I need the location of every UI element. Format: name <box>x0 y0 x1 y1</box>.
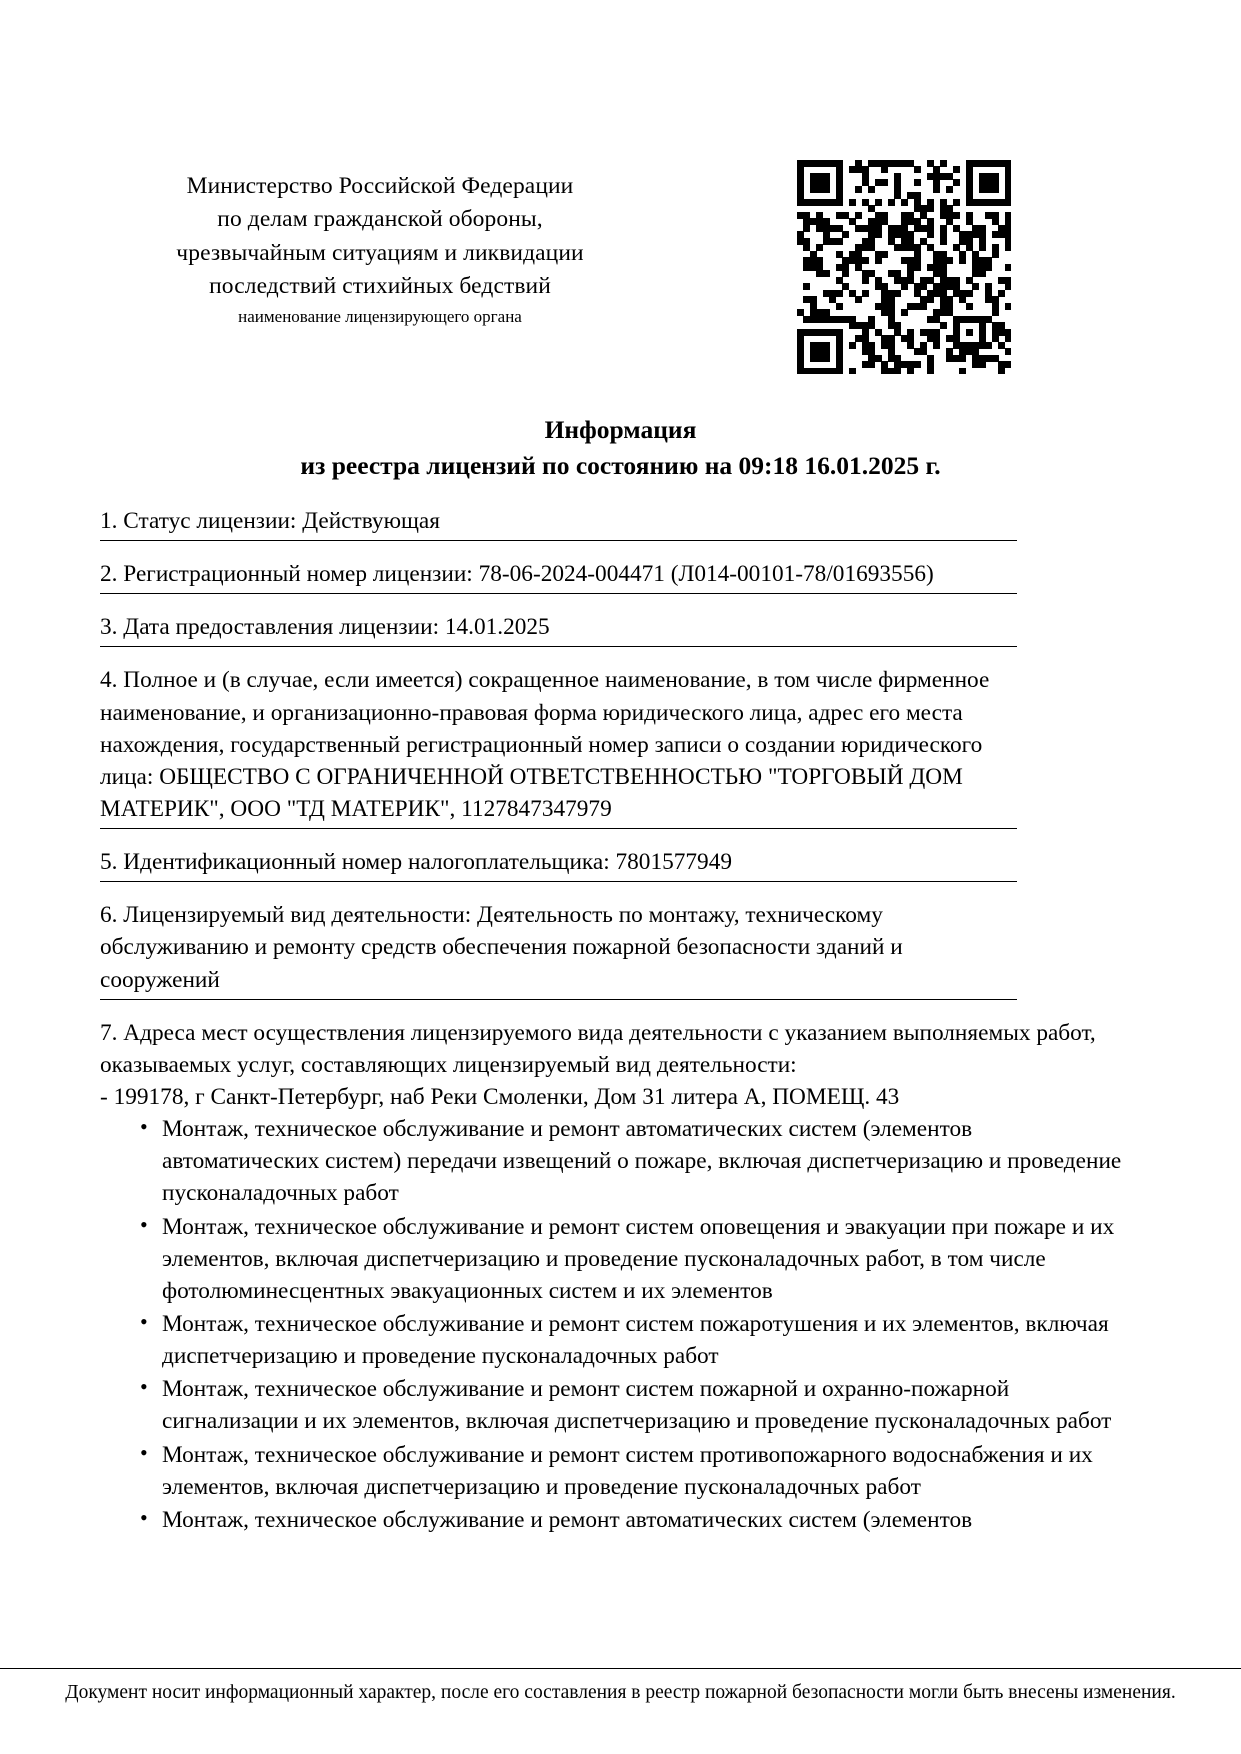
authority-line-1: Министерство Российской Федерации <box>186 173 574 199</box>
field-inn <box>100 846 1130 882</box>
field-activity-type-text: 6. Лицензируемый вид деятельности: Деятельность по монтажу, техническому обслуживанию и ремонту средств обеспечения пожарной безопасности зданий и сооружений <box>100 899 1017 999</box>
document-body <box>100 505 1130 1553</box>
list-item: • Монтаж, техническое обслуживание и ремонт систем противопожарного водоснабжения и их элементов, включая диспетчеризацию и проведение пусконаладочных работ <box>140 1439 1130 1503</box>
authority-line-2: по делам гражданской обороны, <box>217 206 543 233</box>
document-header <box>0 170 1241 385</box>
list-item: • Монтаж, техническое обслуживание и ремонт автоматических систем (элементов <box>140 1504 1130 1536</box>
field-registration-number-text: 2. Регистрационный номер лицензии: 78-06-2024-004471 (Л014-00101-78/01693556) <box>100 558 1017 594</box>
authority-line-4: последствий стихийных бедствий <box>209 273 551 300</box>
field-addresses-header: 7. Адреса мест осуществления лицензируемого вида деятельности с указанием выполняемых работ, оказываемых услуг, составляющих лицензируемый вид деятельности: <box>100 1019 1096 1078</box>
authority-caption: наименование лицензирующего органа <box>238 307 522 327</box>
field-addresses <box>100 1017 1130 1536</box>
field-entity-name <box>100 664 1130 829</box>
address-item: - 199178, г Санкт-Петербург, наб Реки Смоленки, Дом 31 литера А, ПОМЕЩ. 43 <box>100 1083 900 1110</box>
footer-divider <box>0 1668 1241 1669</box>
field-inn-text: 5. Идентификационный номер налогоплательщика: 7801577949 <box>100 846 1017 882</box>
field-issue-date-text: 3. Дата предоставления лицензии: 14.01.2025 <box>100 611 1017 647</box>
field-activity-type <box>100 899 1130 999</box>
works-list <box>100 1113 1130 1536</box>
footer-note: Документ носит информационный характер, после его составления в реестр пожарной безопасности могли быть внесены изменения. <box>65 1682 1176 1703</box>
field-registration-number <box>100 558 1130 594</box>
list-item: • Монтаж, техническое обслуживание и ремонт автоматических систем (элементов автоматических систем) передачи извещений о пожаре, включая диспетчеризацию и проведение пусконаладочных работ <box>140 1113 1130 1209</box>
page-title <box>0 412 1241 484</box>
field-status <box>100 505 1130 541</box>
qr-code-icon <box>797 160 1011 374</box>
page-title-line-1: Информация <box>544 415 697 444</box>
list-item: • Монтаж, техническое обслуживание и ремонт систем оповещения и эвакуации при пожаре и их элементов, включая диспетчеризацию и проведение пусконаладочных работ, в том числе фотолюминесцентных эвакуационных систем и их элементов <box>140 1211 1130 1307</box>
qr-code-canvas <box>797 160 1011 374</box>
authority-line-3: чрезвычайным ситуациям и ликвидации <box>176 239 584 266</box>
field-status-text: 1. Статус лицензии: Действующая <box>100 505 1017 541</box>
field-issue-date <box>100 611 1130 647</box>
list-item: • Монтаж, техническое обслуживание и ремонт систем пожарной и охранно-пожарной сигнализации и их элементов, включая диспетчеризацию и проведение пусконаладочных работ <box>140 1373 1130 1437</box>
licensing-authority-block <box>100 170 660 330</box>
list-item: • Монтаж, техническое обслуживание и ремонт систем пожаротушения и их элементов, включая диспетчеризацию и проведение пусконаладочных работ <box>140 1308 1130 1372</box>
page-title-line-2: из реестра лицензий по состоянию на 09:18 16.01.2025 г. <box>300 451 941 481</box>
field-entity-name-text: 4. Полное и (в случае, если имеется) сокращенное наименование, в том числе фирменное наименование, и организационно-правовая форма юридического лица, адрес его места нахождения, государственный регистрационный номер записи о создании юридического лица: ОБЩЕСТВО С ОГРАНИЧЕННОЙ ОТВЕТСТВЕННОСТЬЮ "ТОРГОВЫЙ ДОМ МАТЕРИК", ООО "ТД МАТЕРИК", 1127847347979 <box>100 664 1017 829</box>
